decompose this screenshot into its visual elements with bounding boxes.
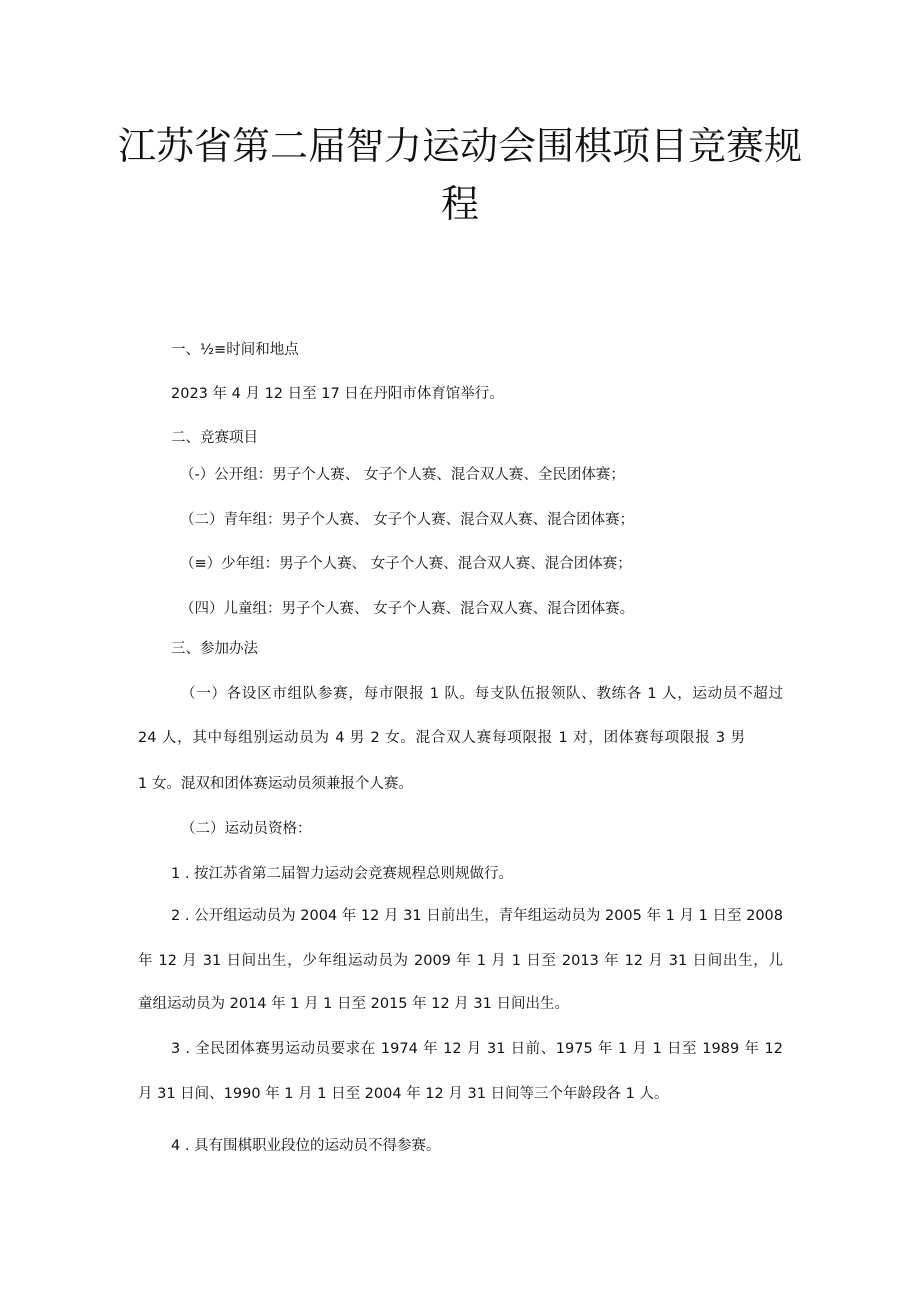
- section-2-item: （-）公开组：男子个人赛、 女子个人赛、混合双人赛、全民团体赛；: [180, 467, 625, 483]
- eligibility-item: 2 . 公开组运动员为 2004 年 12 月 31 日前出生，青年组运动员为 2005 年 1 月 1 日至 2008: [171, 908, 783, 924]
- document-title-line-2: 程: [440, 182, 479, 226]
- section-1-text: 2023 年 4 月 12 日至 17 日在丹阳市体育馆举行。: [171, 386, 504, 402]
- section-3-heading: 三、参加办法: [171, 641, 258, 657]
- section-3-paragraph-line: 24 人，其中每组别运动员为 4 男 2 女。混合双人赛每项限报 1 对，团体赛每项限报 3 男: [138, 730, 745, 746]
- section-1-heading: 一、½≡时间和地点: [171, 342, 299, 358]
- document-title-line-1: 江苏省第二届智力运动会围棋项目竞赛规: [117, 124, 802, 168]
- section-3-paragraph-line: 1 女。混双和团体赛运动员须兼报个人赛。: [138, 776, 413, 792]
- eligibility-item-continued: 年 12 月 31 日间出生，少年组运动员为 2009 年 1 月 1 日至 2013 年 12 月 31 日间出生，儿: [138, 953, 783, 969]
- section-3-paragraph-line: （一）各设区市组队参赛，每市限报 1 队。每支队伍报领队、教练各 1 人，运动员不超过: [181, 686, 783, 702]
- eligibility-item: 3 . 全民团体赛男运动员要求在 1974 年 12 月 31 日前、1975 年 1 月 1 日至 1989 年 12: [171, 1041, 783, 1057]
- section-2-heading: 二、竞赛项目: [171, 430, 258, 446]
- section-2-item: （二）青年组：男子个人赛、 女子个人赛、混合双人赛、混合团体赛；: [180, 512, 635, 528]
- eligibility-item-continued: 童组运动员为 2014 年 1 月 1 日至 2015 年 12 月 31 日间出生。: [138, 996, 569, 1012]
- section-3-subheading: （二）运动员资格：: [181, 821, 312, 837]
- eligibility-item: 1 . 按江苏省第二届智力运动会竞赛规程总则规做行。: [171, 866, 514, 882]
- section-2-item: （四）儿童组：男子个人赛、 女子个人赛、混合双人赛、混合团体赛。: [180, 601, 635, 617]
- section-2-item: （≡）少年组：男子个人赛、 女子个人赛、混合双人赛、混合团体赛；: [180, 556, 632, 572]
- eligibility-item-continued: 月 31 日间、1990 年 1 月 1 日至 2004 年 12 月 31 日间等三个年龄段各 1 人。: [138, 1086, 669, 1102]
- eligibility-item: 4 . 具有围棋职业段位的运动员不得参赛。: [171, 1138, 441, 1154]
